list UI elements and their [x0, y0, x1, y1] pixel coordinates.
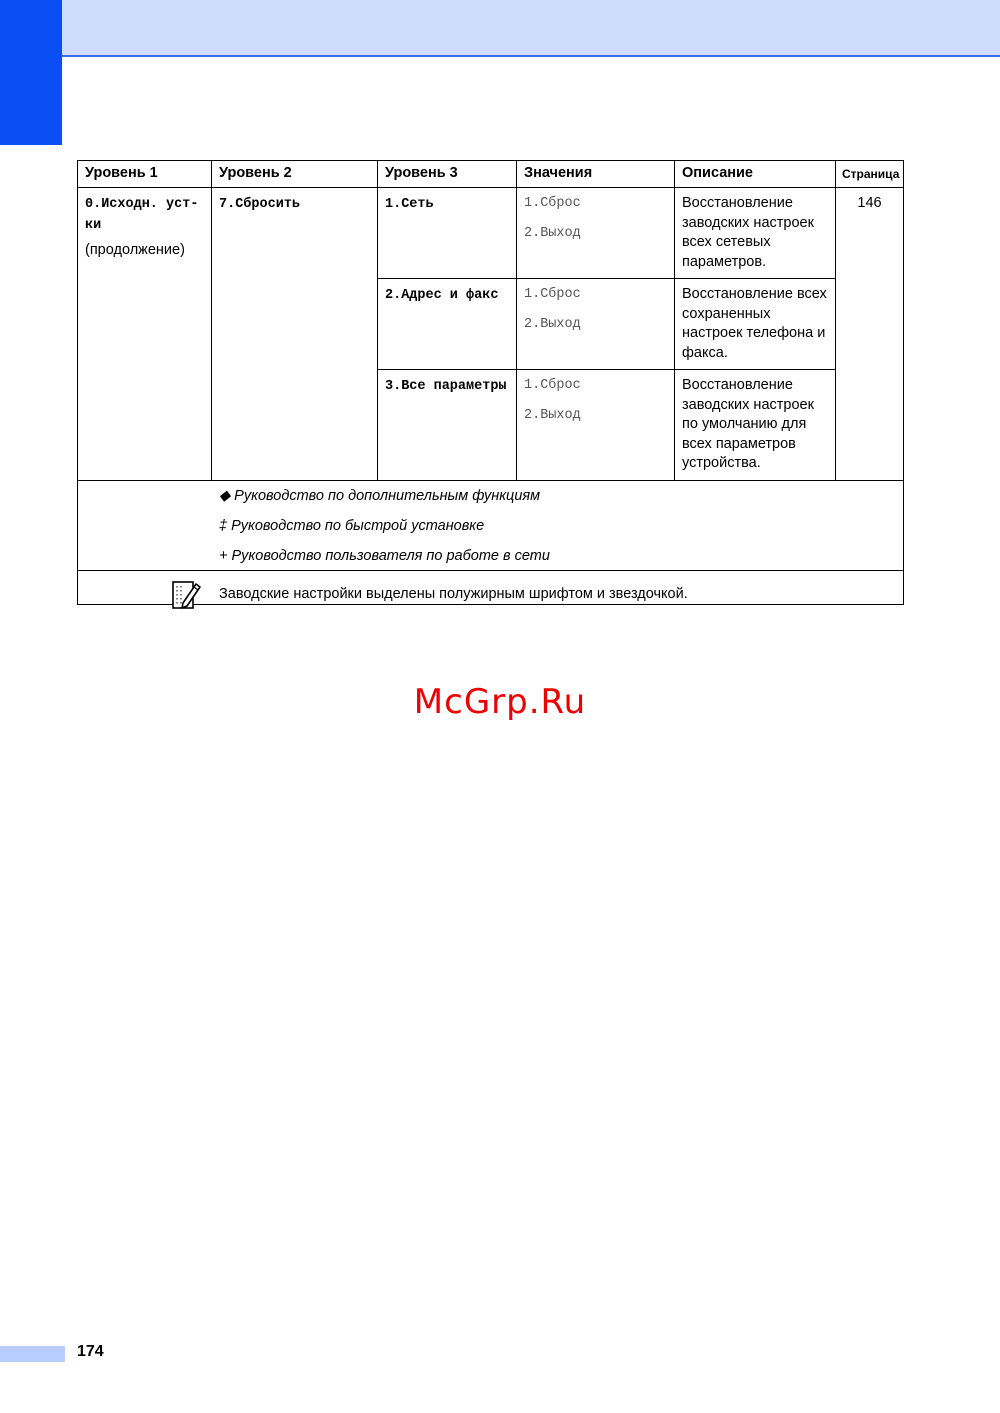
description-cell: Восстановление всех сохраненных настроек телефона и факса. — [675, 279, 836, 370]
reference-network-guide: + Руководство пользователя по работе в сети — [219, 547, 550, 564]
table-header-row — [78, 161, 904, 188]
level1-cell — [78, 188, 212, 481]
header-band — [62, 0, 1000, 57]
footer-band — [0, 1346, 65, 1362]
page-number: 174 — [77, 1343, 104, 1360]
note-row — [78, 570, 904, 604]
level3-cell — [378, 279, 517, 370]
level1-continued: (продолжение) — [85, 242, 185, 258]
chapter-tab — [0, 0, 62, 145]
header-level3: Уровень 3 — [378, 161, 517, 188]
header-description: Описание — [675, 161, 836, 188]
note-cell — [78, 570, 904, 604]
note-text: Заводские настройки выделены полужирным шрифтом и звездочкой. — [219, 585, 688, 602]
values-cell — [517, 188, 675, 279]
page-ref-cell: 146 — [836, 188, 904, 481]
watermark-text: McGrp.Ru — [413, 682, 587, 722]
value-option: 2.Выход — [524, 316, 581, 332]
values-cell — [517, 370, 675, 481]
level3-label: 3.Все параметры — [385, 379, 507, 394]
level3-label: 2.Адрес и факс — [385, 288, 499, 303]
references-row — [78, 480, 904, 570]
header-level2: Уровень 2 — [212, 161, 378, 188]
reference-advanced-guide: ◆ Руководство по дополнительным функциям — [219, 487, 541, 504]
header-values: Значения — [517, 161, 675, 188]
header-page: Страница — [836, 161, 904, 188]
references-cell — [78, 480, 904, 570]
value-option: 2.Выход — [524, 407, 581, 423]
description-cell: Восстановление заводских настроек всех сетевых параметров. — [675, 188, 836, 279]
value-option: 1.Сброс — [524, 287, 581, 302]
level3-cell — [378, 188, 517, 279]
menu-settings-table — [77, 160, 904, 605]
header-level1: Уровень 1 — [78, 161, 212, 188]
value-option: 1.Сброс — [524, 196, 581, 211]
value-option: 1.Сброс — [524, 378, 581, 393]
value-option: 2.Выход — [524, 225, 581, 241]
level2-cell — [212, 188, 378, 481]
level1-label: 0.Исходн. уст-ки — [85, 197, 199, 233]
table-row — [78, 188, 904, 279]
note-pencil-icon — [170, 579, 202, 611]
description-cell: Восстановление заводских настроек по умолчанию для всех параметров устройства. — [675, 370, 836, 481]
level2-label: 7.Сбросить — [219, 197, 301, 212]
values-cell — [517, 279, 675, 370]
level3-label: 1.Сеть — [385, 197, 434, 212]
level3-cell — [378, 370, 517, 481]
reference-quick-setup-guide: ‡ Руководство по быстрой установке — [219, 517, 485, 534]
